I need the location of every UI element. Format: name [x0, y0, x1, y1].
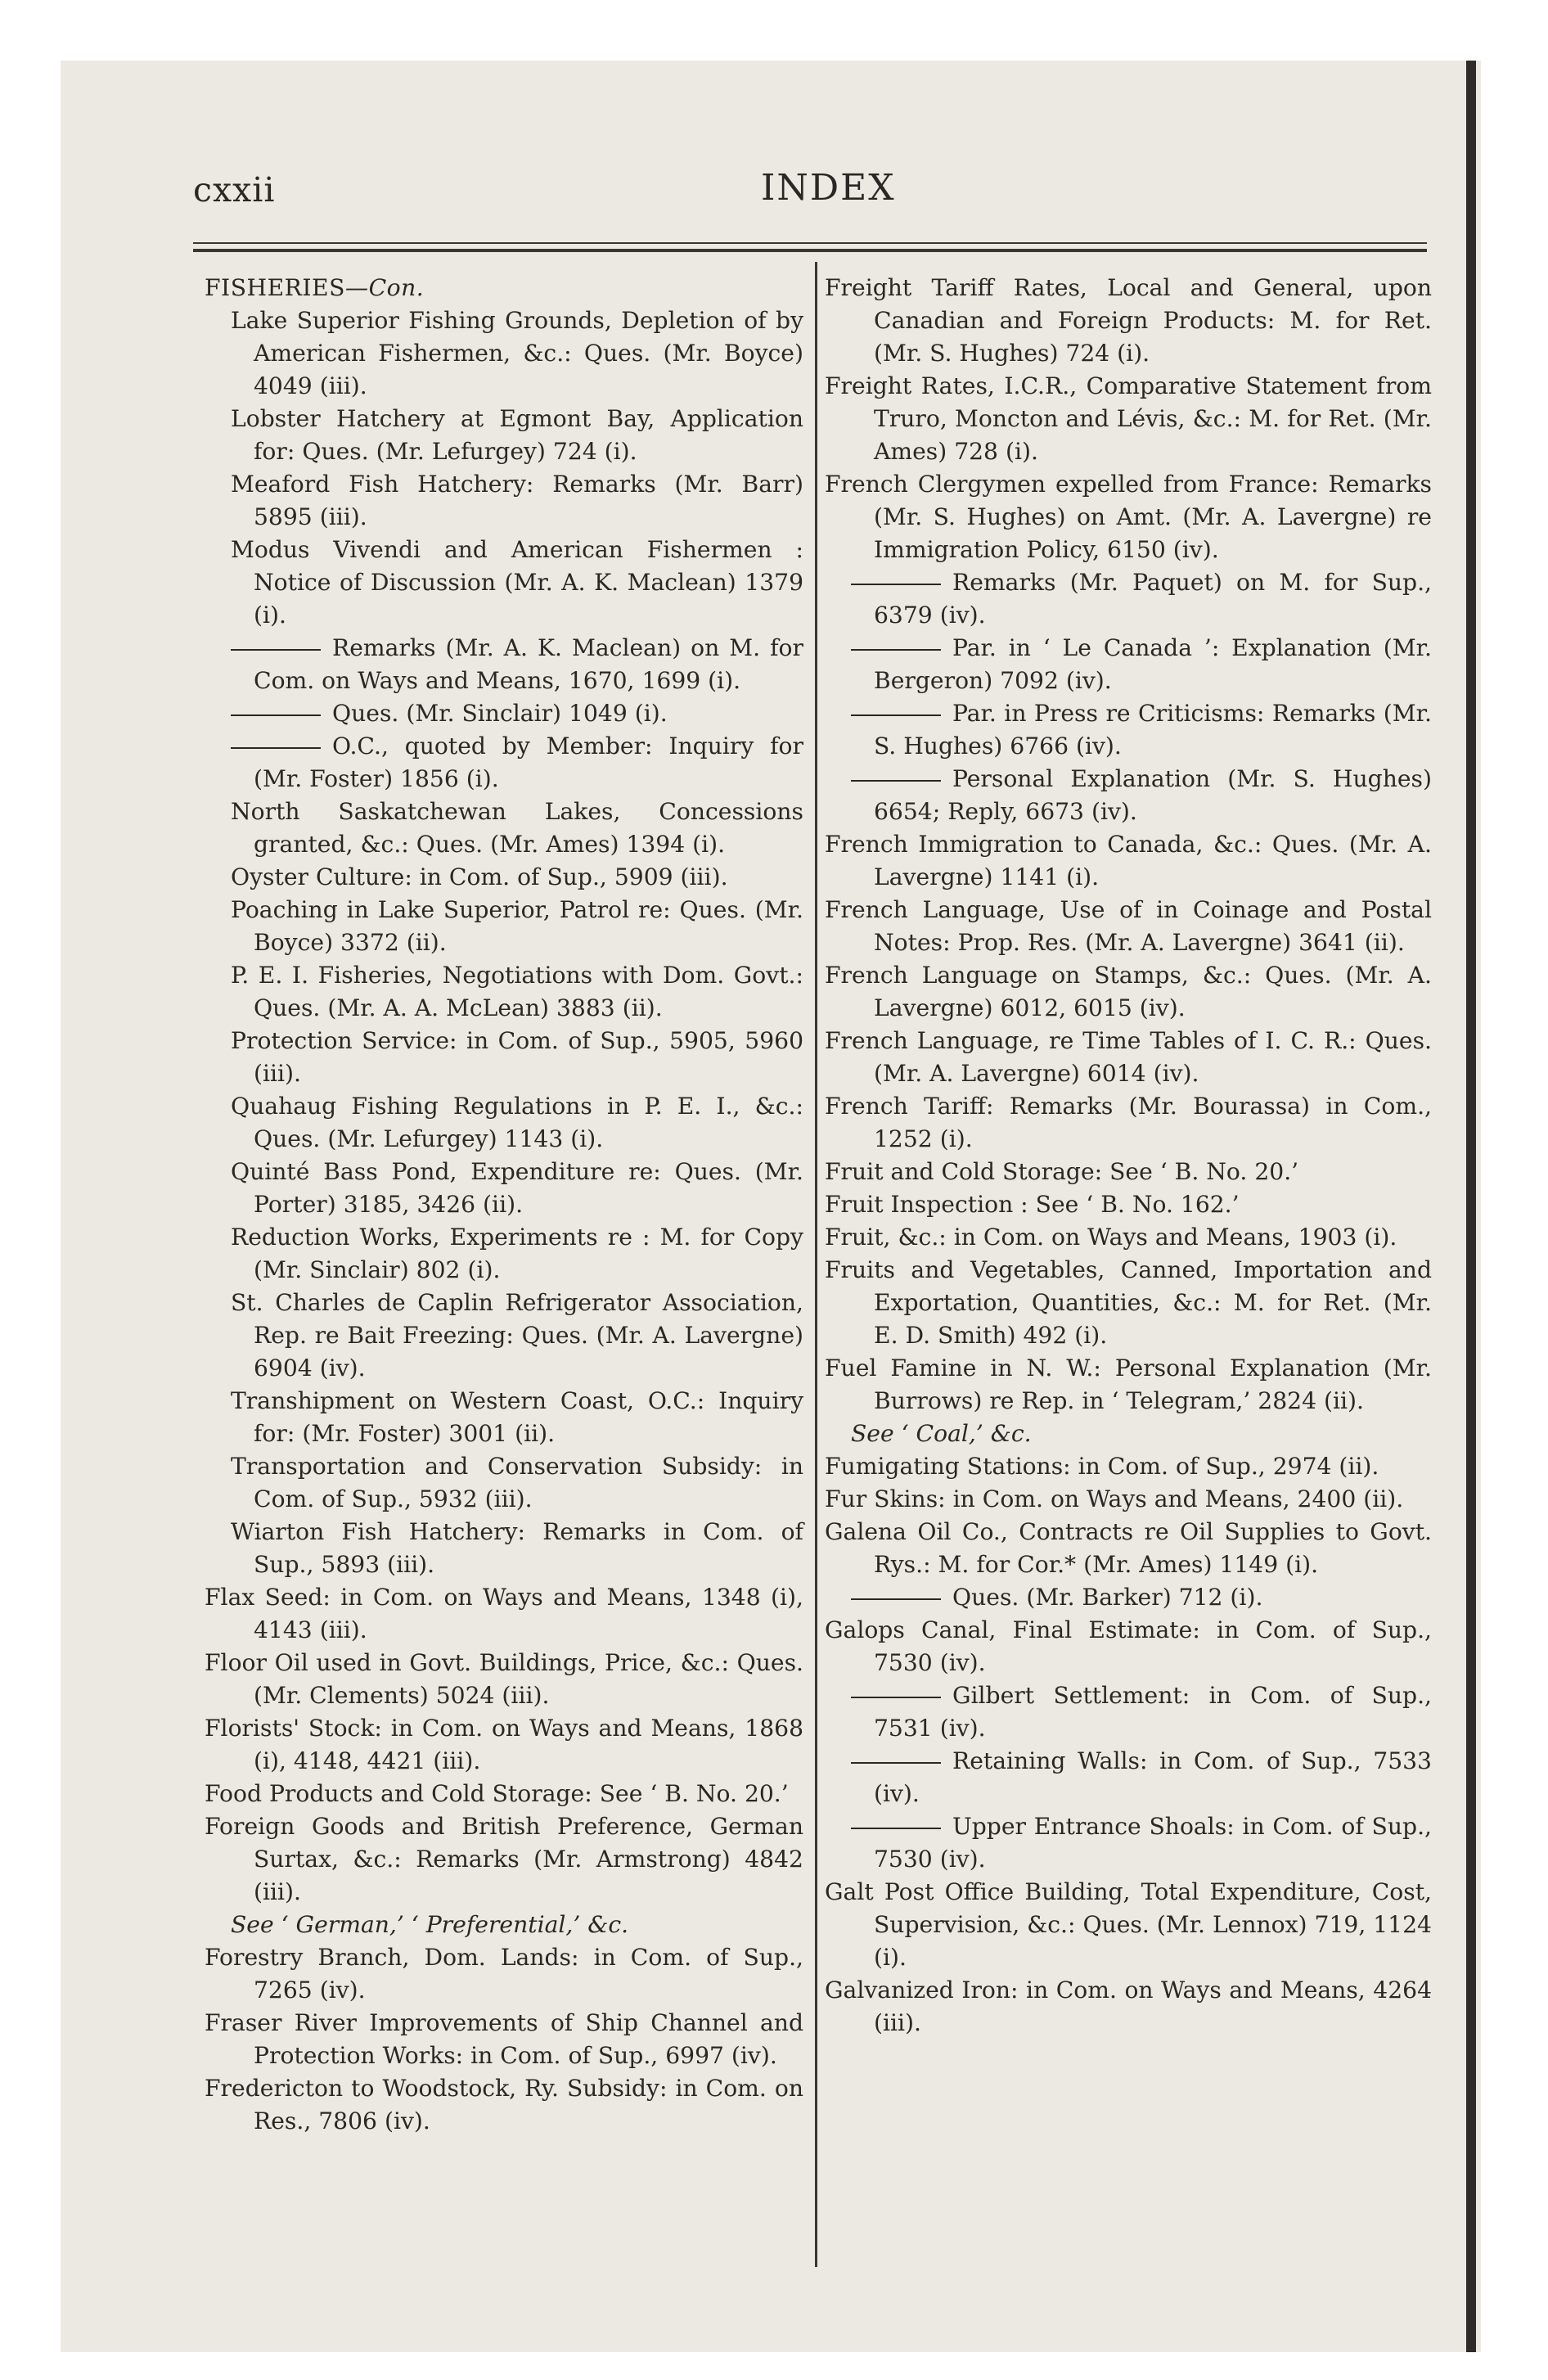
index-subentry: [205, 632, 803, 697]
index-entry: Fredericton to Woodstock, Ry. Subsidy: in Com. on Res., 7806 (iv).: [205, 2075, 803, 2134]
index-entry: Freight Tariff Rates, Local and General, upon Canadian and Foreign Products: M. for Ret. (Mr. S. Hughes) 724 (i).: [825, 274, 1432, 367]
index-entry: Galops Canal, Final Estimate: in Com. of Sup., 7530 (iv).: [825, 1616, 1432, 1676]
entry-text: Personal Explanation (Mr. S. Hughes) 6654; Reply, 6673 (iv).: [874, 765, 1432, 825]
section-heading: [205, 272, 803, 304]
entry-text: Remarks (Mr. A. K. Maclean) on M. for Com. on Ways and Means, 1670, 1699 (i).: [254, 634, 803, 694]
index-subentry: [825, 566, 1432, 632]
index-entry: Flax Seed: in Com. on Ways and Means, 1348 (i), 4143 (iii).: [205, 1584, 803, 1643]
repeat-dash: [851, 780, 941, 782]
index-subentry: [825, 632, 1432, 697]
index-entry: Lake Superior Fishing Grounds, Depletion of by American Fishermen, &c.: Ques. (Mr. Boyce) 4049 (iii).: [231, 307, 803, 399]
page-edge-shadow: [1466, 61, 1476, 2352]
entry-text: Gilbert Settlement: in Com. of Sup., 7531 (iv).: [874, 1682, 1432, 1742]
index-entry: Food Products and Cold Storage: See ‘ B. No. 20.’: [205, 1780, 789, 1807]
repeat-dash: [851, 714, 941, 716]
header-rule-thick: [193, 249, 1427, 252]
index-entry: Fuel Famine in N. W.: Personal Explanation (Mr. Burrows) re Rep. in ‘ Telegram,’ 2824 (ii).: [825, 1355, 1432, 1414]
index-entry: French Tariff: Remarks (Mr. Bourassa) in Com., 1252 (i).: [825, 1093, 1432, 1152]
index-entry: Galvanized Iron: in Com. on Ways and Means, 4264 (iii).: [825, 1977, 1432, 2036]
heading-text: FISHERIES: [205, 274, 345, 301]
index-subentry: [205, 697, 803, 730]
index-entry: Fruit, &c.: in Com. on Ways and Means, 1903 (i).: [825, 1224, 1397, 1251]
repeat-dash: [851, 1828, 941, 1829]
index-subentry: [825, 1745, 1432, 1810]
entry-text: Upper Entrance Shoals: in Com. of Sup., 7530 (iv).: [874, 1813, 1432, 1873]
index-entry: Lobster Hatchery at Egmont Bay, Application for: Ques. (Mr. Lefurgey) 724 (i).: [231, 405, 803, 465]
column-divider: [815, 262, 817, 2267]
index-entry: Fur Skins: in Com. on Ways and Means, 2400 (ii).: [825, 1485, 1404, 1512]
right-column: [825, 272, 1432, 2040]
index-entry: Protection Service: in Com. of Sup., 5905, 5960 (iii).: [231, 1027, 803, 1087]
entry-text: Remarks (Mr. Paquet) on M. for Sup., 6379 (iv).: [874, 569, 1432, 629]
see-reference: See ‘ Coal,’ &c.: [851, 1420, 1032, 1447]
index-entry: Freight Rates, I.C.R., Comparative Statement from Truro, Moncton and Lévis, &c.: M. for Ret. (Mr. Ames) 728 (i).: [825, 372, 1432, 465]
index-entry: Quahaug Fishing Regulations in P. E. I., &c.: Ques. (Mr. Lefurgey) 1143 (i).: [231, 1093, 803, 1152]
index-entry: French Language on Stamps, &c.: Ques. (Mr. A. Lavergne) 6012, 6015 (iv).: [825, 962, 1432, 1021]
index-subentry: [825, 1810, 1432, 1876]
index-entry: French Language, re Time Tables of I. C. R.: Ques. (Mr. A. Lavergne) 6014 (iv).: [825, 1027, 1432, 1087]
index-entry: Quinté Bass Pond, Expenditure re: Ques. (Mr. Porter) 3185, 3426 (ii).: [231, 1158, 803, 1218]
index-entry: Transportation and Conservation Subsidy: in Com. of Sup., 5932 (iii).: [231, 1453, 803, 1512]
header-rule-thin: [193, 242, 1427, 244]
index-entry: Fruit and Cold Storage: See ‘ B. No. 20.’: [825, 1158, 1299, 1185]
index-entry: Modus Vivendi and American Fishermen : Notice of Discussion (Mr. A. K. Maclean) 1379 (i).: [231, 536, 803, 629]
entry-text: Retaining Walls: in Com. of Sup., 7533 (iv).: [874, 1747, 1432, 1807]
index-entry: French Immigration to Canada, &c.: Ques. (Mr. A. Lavergne) 1141 (i).: [825, 831, 1432, 890]
index-entry: Galt Post Office Building, Total Expenditure, Cost, Supervision, &c.: Ques. (Mr. Lennox) 719, 1124 (i).: [825, 1878, 1432, 1971]
index-entry: French Language, Use of in Coinage and Postal Notes: Prop. Res. (Mr. A. Lavergne) 3641 (ii).: [825, 896, 1432, 956]
index-subentry: [825, 1679, 1432, 1745]
heading-suffix: —Con.: [344, 274, 425, 301]
repeat-dash: [851, 1762, 941, 1764]
index-entry: Fruits and Vegetables, Canned, Importation and Exportation, Quantities, &c.: M. for Ret. (Mr. E. D. Smith) 492 (i).: [825, 1256, 1432, 1349]
entry-text: Ques. (Mr. Barker) 712 (i).: [952, 1584, 1263, 1611]
index-entry: Meaford Fish Hatchery: Remarks (Mr. Barr) 5895 (iii).: [231, 471, 803, 530]
index-entry: P. E. I. Fisheries, Negotiations with Dom. Govt.: Ques. (Mr. A. A. McLean) 3883 (ii).: [231, 962, 803, 1021]
page-title: INDEX: [761, 167, 896, 209]
repeat-dash: [231, 714, 321, 716]
index-subentry: [825, 697, 1432, 763]
index-entry: Florists' Stock: in Com. on Ways and Means, 1868 (i), 4148, 4421 (iii).: [205, 1715, 803, 1774]
index-entry: Transhipment on Western Coast, O.C.: Inquiry for: (Mr. Foster) 3001 (ii).: [231, 1387, 803, 1447]
repeat-dash: [851, 649, 941, 651]
index-entry: Poaching in Lake Superior, Patrol re: Ques. (Mr. Boyce) 3372 (ii).: [231, 896, 803, 956]
index-entry: Wiarton Fish Hatchery: Remarks in Com. of Sup., 5893 (iii).: [231, 1518, 803, 1578]
see-reference: See ‘ German,’ ‘ Preferential,’ &c.: [231, 1911, 629, 1938]
index-entry: Galena Oil Co., Contracts re Oil Supplies to Govt. Rys.: M. for Cor.* (Mr. Ames) 1149 (i).: [825, 1518, 1432, 1578]
entry-text: O.C., quoted by Member: Inquiry for (Mr. Foster) 1856 (i).: [254, 732, 803, 792]
repeat-dash: [851, 584, 941, 585]
index-entry: Oyster Culture: in Com. of Sup., 5909 (iii).: [231, 863, 728, 890]
index-subentry: [825, 1581, 1432, 1614]
repeat-dash: [851, 1598, 941, 1600]
index-entry: French Clergymen expelled from France: Remarks (Mr. S. Hughes) on Amt. (Mr. A. Lavergne) re Immigration Policy, 6150 (iv).: [825, 471, 1432, 563]
left-column: [205, 272, 803, 2138]
index-entry: Reduction Works, Experiments re : M. for Copy (Mr. Sinclair) 802 (i).: [231, 1224, 803, 1283]
entry-text: Ques. (Mr. Sinclair) 1049 (i).: [332, 700, 668, 727]
index-entry: Foreign Goods and British Preference, German Surtax, &c.: Remarks (Mr. Armstrong) 4842 (iii).: [205, 1813, 803, 1905]
index-entry: Forestry Branch, Dom. Lands: in Com. of Sup., 7265 (iv).: [205, 1944, 803, 2004]
index-entry: St. Charles de Caplin Refrigerator Association, Rep. re Bait Freezing: Ques. (Mr. A. Lavergne) 6904 (iv).: [231, 1289, 803, 1382]
index-entry: North Saskatchewan Lakes, Concessions granted, &c.: Ques. (Mr. Ames) 1394 (i).: [231, 798, 803, 858]
index-entry: Floor Oil used in Govt. Buildings, Price, &c.: Ques. (Mr. Clements) 5024 (iii).: [205, 1649, 803, 1709]
index-subentry: [205, 730, 803, 796]
index-entry: Fumigating Stations: in Com. of Sup., 2974 (ii).: [825, 1453, 1379, 1480]
index-subentry: [825, 763, 1432, 828]
index-entry: Fruit Inspection : See ‘ B. No. 162.’: [825, 1191, 1240, 1218]
entry-text: Par. in Press re Criticisms: Remarks (Mr. S. Hughes) 6766 (iv).: [874, 700, 1432, 760]
repeat-dash: [231, 747, 321, 749]
index-entry: Fraser River Improvements of Ship Channel and Protection Works: in Com. of Sup., 6997 (iv).: [205, 2009, 803, 2069]
entry-text: Par. in ‘ Le Canada ’: Explanation (Mr. Bergeron) 7092 (iv).: [874, 634, 1432, 694]
repeat-dash: [231, 649, 321, 651]
repeat-dash: [851, 1697, 941, 1698]
page-number: cxxii: [193, 170, 276, 210]
